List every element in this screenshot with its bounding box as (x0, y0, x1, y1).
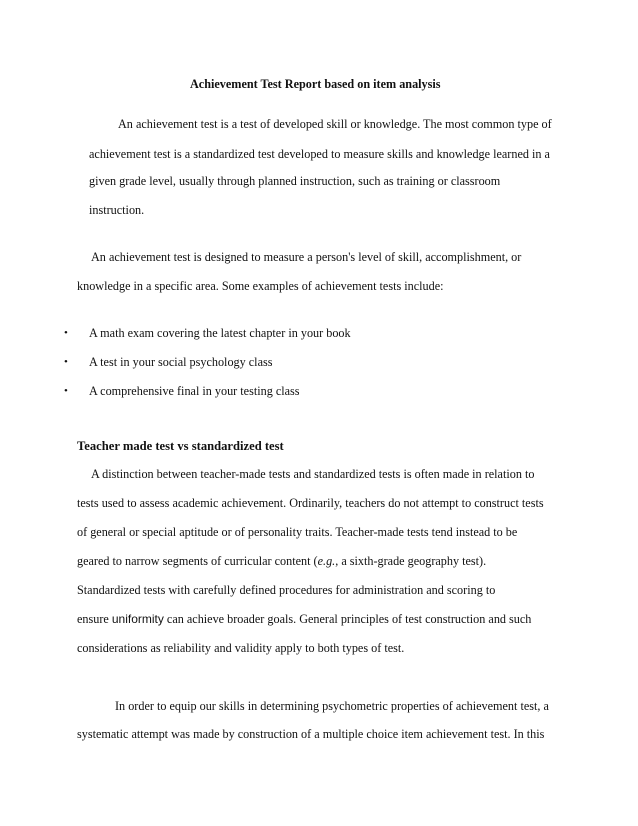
section-line-5: Standardized tests with carefully defined procedures for administration and scoring to (77, 583, 496, 597)
intro-line-3: given grade level, usually through planned instruction, such as training or classroom (89, 174, 501, 188)
intro-line-4: instruction. (89, 203, 145, 217)
para2-line-2: knowledge in a specific area. Some examples of achievement tests include: (77, 279, 444, 293)
bullet-icon: • (64, 385, 68, 397)
section-line-1: A distinction between teacher-made tests and standardized tests is often made in relation to (91, 467, 535, 481)
final-line-1: In order to equip our skills in determining psychometric properties of achievement test, a (115, 699, 549, 713)
bullet-item-3: A comprehensive final in your testing class (89, 384, 300, 398)
eg-prefix: geared to narrow segments of curricular content ( (77, 554, 318, 568)
line6-prefix: ensure (77, 612, 112, 626)
eg-suffix: , a sixth-grade geography test). (335, 554, 487, 568)
uniformity-link[interactable]: uniformity (111, 612, 164, 626)
bullet-icon: • (64, 356, 68, 368)
eg-italic: e.g. (317, 554, 336, 568)
section-line-6 (77, 612, 531, 626)
final-line-2: systematic attempt was made by construction of a multiple choice item achievement test. In this (77, 727, 545, 741)
line6-suffix: can achieve broader goals. General principles of test construction and such (163, 612, 532, 626)
para2-line-1: An achievement test is designed to measure a person's level of skill, accomplishment, or (91, 250, 522, 264)
bullet-icon: • (64, 327, 68, 339)
section-line-4 (77, 554, 486, 568)
section-line-2: tests used to assess academic achievement. Ordinarily, teachers do not attempt to construct tests (77, 496, 544, 510)
section-line-7: considerations as reliability and validity apply to both types of test. (77, 641, 405, 655)
bullet-item-2: A test in your social psychology class (89, 355, 273, 369)
intro-line-2: achievement test is a standardized test developed to measure skills and knowledge learned in a (89, 147, 550, 161)
intro-line-1: An achievement test is a test of developed skill or knowledge. The most common type of (118, 117, 552, 131)
bullet-item-1: A math exam covering the latest chapter in your book (89, 326, 351, 340)
section-heading: Teacher made test vs standardized test (77, 439, 284, 453)
section-line-3: of general or special aptitude or of personality traits. Teacher-made tests tend instead to be (77, 525, 518, 539)
document-title: Achievement Test Report based on item analysis (190, 77, 441, 91)
